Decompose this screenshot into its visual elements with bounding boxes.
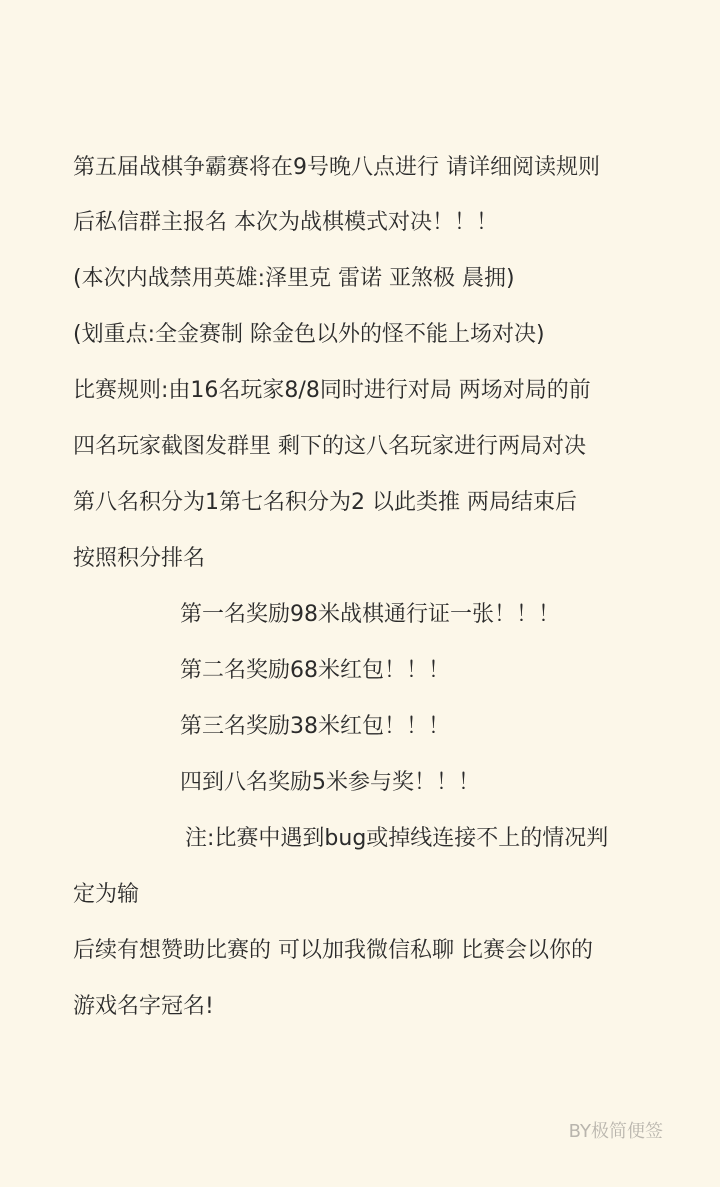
- prize-line-third: 第三名奖励38米红包！！！: [180, 714, 450, 739]
- note-line: 四名玩家截图发群里 剩下的这八名玩家进行两局对决: [73, 434, 586, 459]
- note-line: 比赛规则:由16名玩家8/8同时进行对局 两场对局的前: [73, 378, 591, 403]
- note-line: 后续有想赞助比赛的 可以加我微信私聊 比赛会以你的: [73, 938, 593, 963]
- note-line: 按照积分排名: [73, 546, 206, 571]
- note-line: (本次内战禁用英雄:泽里克 雷诺 亚煞极 晨拥): [73, 266, 515, 291]
- prize-line-participation: 四到八名奖励5米参与奖！！！: [180, 770, 480, 795]
- note-line: 第八名积分为1第七名积分为2 以此类推 两局结束后: [73, 490, 577, 515]
- note-line: 游戏名字冠名!: [73, 994, 214, 1019]
- note-line: (划重点:全金赛制 除金色以外的怪不能上场对决): [73, 322, 545, 347]
- note-line: 第五届战棋争霸赛将在9号晚八点进行 请详细阅读规则: [73, 155, 600, 180]
- prize-line-first: 第一名奖励98米战棋通行证一张！！！: [180, 602, 560, 627]
- note-line: 定为输: [73, 882, 140, 907]
- prize-line-second: 第二名奖励68米红包！！！: [180, 658, 450, 683]
- note-line: 注:比赛中遇到bug或掉线连接不上的情况判: [185, 826, 609, 851]
- app-brand-label: BY极简便签: [568, 1121, 663, 1142]
- note-line: 后私信群主报名 本次为战棋模式对决！！！: [73, 210, 498, 235]
